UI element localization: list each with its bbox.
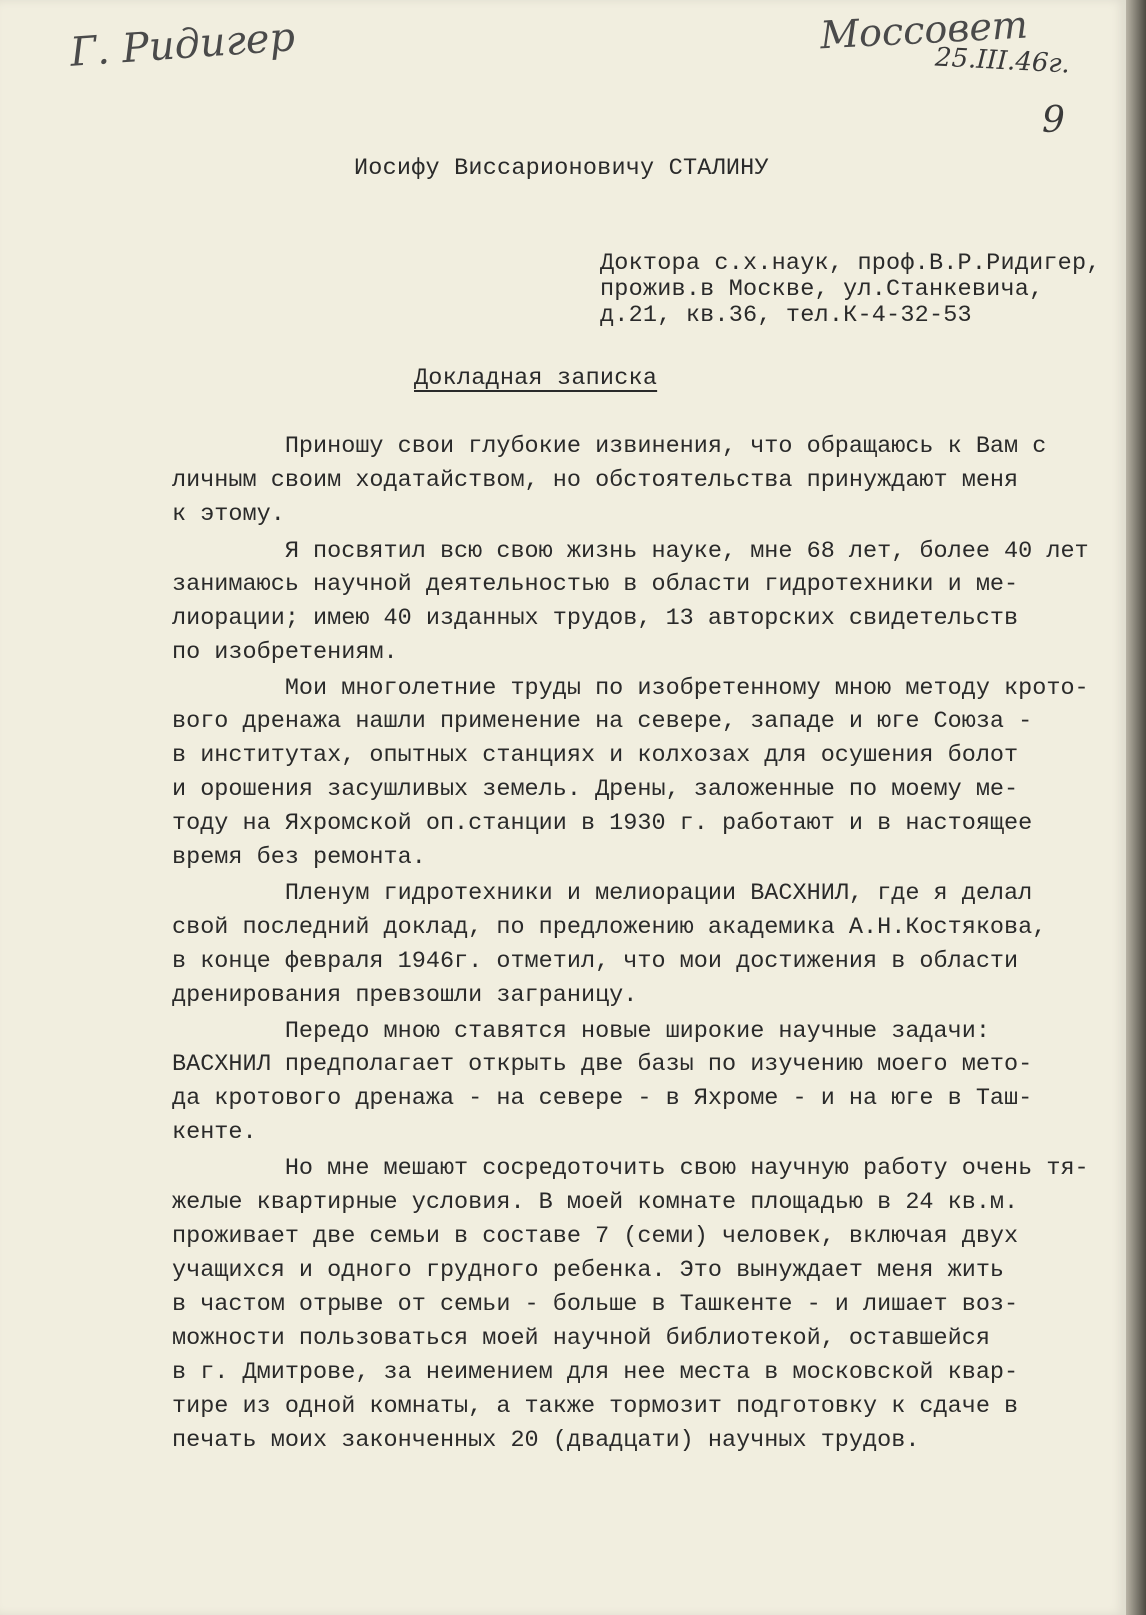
body-line: в г. Дмитрове, за неимением для нее места в московской квар- bbox=[172, 1359, 1019, 1386]
body-line: в частом отрыве от семьи - больше в Ташкенте - и лишает воз- bbox=[172, 1291, 1019, 1318]
body-line: учащихся и одного грудного ребенка. Это вынуждает меня жить bbox=[172, 1257, 1005, 1284]
body-line: Мои многолетние труды по изобретенному мною методу крото- bbox=[172, 675, 1089, 702]
body-line: можности пользоваться моей научной библиотекой, оставшейся bbox=[172, 1325, 990, 1352]
body-line: Я посвятил всю свою жизнь науке, мне 68 лет, более 40 лет bbox=[172, 538, 1089, 565]
body-line: тоду на Яхромской оп.станции в 1930 г. работают и в настоящее bbox=[172, 810, 1033, 837]
handwritten-note-right: Моссовет bbox=[818, 2, 1029, 58]
body-line: проживает две семьи в составе 7 (семи) человек, включая двух bbox=[172, 1223, 1019, 1250]
body-line: кенте. bbox=[172, 1119, 257, 1146]
body-line: дренирования превзошли заграницу. bbox=[172, 982, 638, 1009]
body-line: Пленум гидротехники и мелиорации ВАСХНИЛ, где я делал bbox=[172, 880, 1033, 907]
page-number: 9 bbox=[1042, 100, 1065, 141]
body-line: Передо мною ставятся новые широкие научные задачи: bbox=[172, 1018, 990, 1045]
body-line: Но мне мешают сосредоточить свою научную работу очень тя- bbox=[172, 1155, 1089, 1182]
body-line: ВАСХНИЛ предполагает открыть две базы по изучению моего мето- bbox=[172, 1051, 1033, 1078]
body-line: и орошения засушливых земель. Дрены, заложенные по моему ме- bbox=[172, 776, 1019, 803]
sender-line-2: прожив.в Москве, ул.Станкевича, bbox=[600, 276, 1044, 303]
body-line: в институтах, опытных станциях и колхозах для осушения болот bbox=[172, 742, 1019, 769]
body-line: желые квартирные условия. В моей комнате площадью в 24 кв.м. bbox=[172, 1189, 1019, 1216]
sender-line-3: д.21, кв.36, тел.К-4-32-53 bbox=[600, 302, 972, 329]
body-line: да кротового дренажа - на севере - в Яхроме - и на юге в Таш- bbox=[172, 1085, 1033, 1112]
body-line: печать моих законченных 20 (двадцати) научных трудов. bbox=[172, 1427, 920, 1454]
body-line: Приношу свои глубокие извинения, что обращаюсь к Вам с bbox=[172, 433, 1047, 460]
sender-line-1: Доктора с.х.наук, проф.В.Р.Ридигер, bbox=[600, 250, 1101, 277]
body-line: по изобретениям. bbox=[172, 639, 398, 666]
addressee: Иосифу Виссарионовичу СТАЛИНУ bbox=[354, 155, 769, 182]
handwritten-note-left: Г. Ридигер bbox=[68, 14, 297, 76]
body-line: вого дренажа нашли применение на севере, западе и юге Союза - bbox=[172, 708, 1033, 735]
document-title: Докладная записка bbox=[414, 365, 658, 392]
body-line: лиорации; имею 40 изданных трудов, 13 авторских свидетельств bbox=[172, 605, 1019, 632]
body-line: время без ремонта. bbox=[172, 844, 426, 871]
body-line: личным своим ходатайством, но обстоятельства принуждают меня bbox=[172, 467, 1019, 494]
body-line: в конце февраля 1946г. отметил, что мои достижения в области bbox=[172, 948, 1019, 975]
body-line: занимаюсь научной деятельностью в области гидротехники и ме- bbox=[172, 571, 1019, 598]
body-line: к этому. bbox=[172, 501, 285, 528]
body-line: тире из одной комнаты, а также тормозит подготовку к сдаче в bbox=[172, 1393, 1019, 1420]
body-line: свой последний доклад, по предложению академика А.Н.Костякова, bbox=[172, 914, 1047, 941]
handwritten-date: 25.III.46г. bbox=[934, 42, 1071, 80]
page-edge-shadow bbox=[1126, 0, 1146, 1615]
